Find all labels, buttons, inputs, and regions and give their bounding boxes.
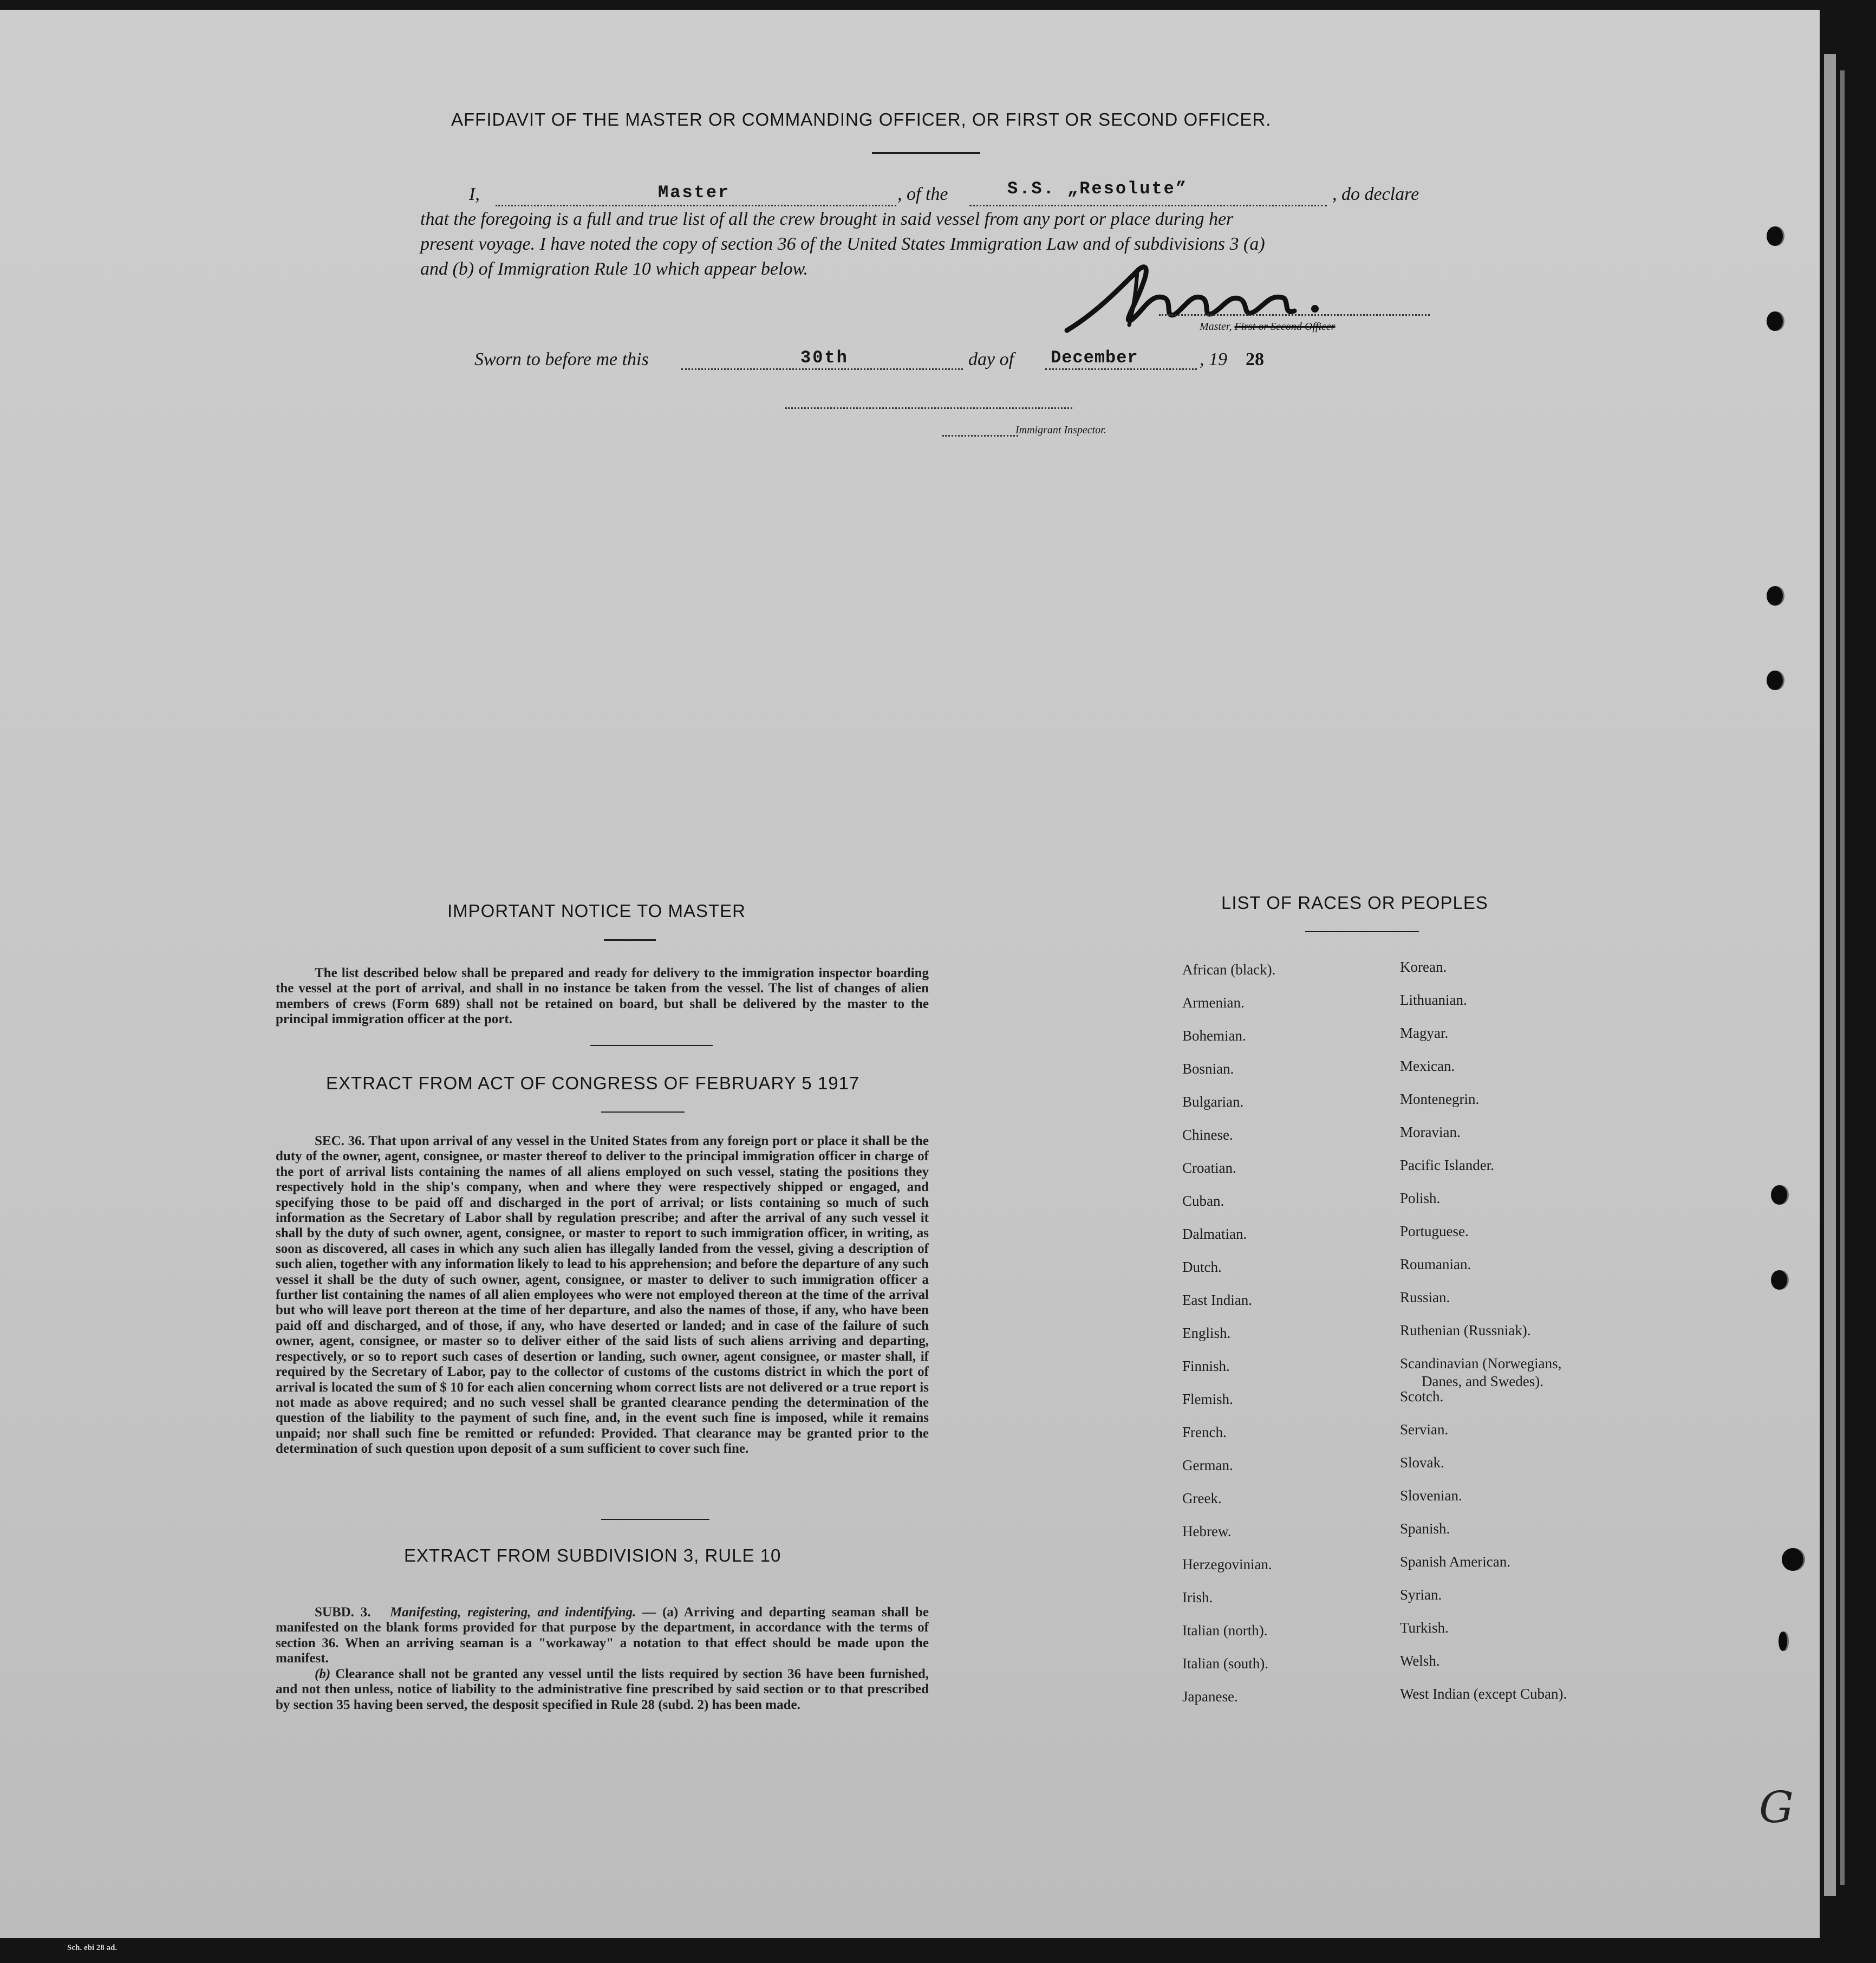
notice-body: The list described below shall be prepared and ready for delivery to the immigration inspector boarding the vessel at the port of arrival, and shall in no instance be taken from the vessel. The list of changes of alien members of crews (Form 689) shall not be retained on board, but shall be delivered by the master to the principal immigration officer at the port. <box>276 966 929 1027</box>
act-end-rule <box>601 1519 709 1520</box>
page-edge-shadow <box>1840 70 1845 1885</box>
vessel-line <box>969 205 1327 206</box>
punch-hole <box>1782 1548 1803 1571</box>
punch-hole <box>1767 586 1783 606</box>
race-item: Cuban. <box>1182 1193 1224 1209</box>
year-value: 28 <box>1246 349 1264 369</box>
race-item: West Indian (except Cuban). <box>1400 1686 1567 1702</box>
race-item: Italian (north). <box>1182 1622 1268 1639</box>
sworn-label: Sworn to before me this <box>474 349 649 369</box>
punch-hole <box>1771 1270 1787 1290</box>
race-item: Dalmatian. <box>1182 1226 1247 1242</box>
rule-para-a-text: — (a) Arriving and departing seaman shall be manifested on the blank forms provided for that purpose by the department, in accordance with the terms of section 36. When an arriving seaman is a "workaway" a notation to that effect should be made upon the manifest. <box>276 1605 929 1666</box>
rule-subd-label: SUBD. 3. <box>315 1605 371 1620</box>
notice-end-rule <box>590 1045 713 1046</box>
race-item: Slovenian. <box>1400 1487 1462 1504</box>
race-item: Bulgarian. <box>1182 1094 1244 1110</box>
day-line <box>681 368 963 370</box>
of-the-label: , of the <box>897 184 948 204</box>
title-rule <box>872 152 980 154</box>
master-name-value: Master <box>658 183 731 203</box>
race-item: Dutch. <box>1182 1259 1222 1275</box>
act-rule <box>601 1112 685 1113</box>
race-item: East Indian. <box>1182 1292 1252 1308</box>
race-item: Scotch. <box>1400 1388 1444 1405</box>
race-item: Pacific Islander. <box>1400 1157 1494 1173</box>
notice-rule <box>604 939 656 941</box>
affidavit-text-line4: and (b) of Immigration Rule 10 which appear below. <box>420 259 809 279</box>
race-item: Roumanian. <box>1400 1256 1471 1272</box>
page-edge <box>1824 54 1836 1896</box>
act-title: EXTRACT FROM ACT OF CONGRESS OF FEBRUARY 5 1917 <box>326 1073 860 1093</box>
race-item: Scandinavian (Norwegians, <box>1400 1355 1562 1372</box>
race-item: Korean. <box>1400 959 1447 975</box>
affidavit-title: AFFIDAVIT OF THE MASTER OR COMMANDING OFFICER, OR FIRST OR SECOND OFFICER. <box>451 109 1272 129</box>
signer-caption-master: Master, <box>1200 321 1232 333</box>
race-item: Chinese. <box>1182 1127 1233 1143</box>
race-item: Magyar. <box>1400 1025 1449 1041</box>
race-item: African (black). <box>1182 961 1276 978</box>
race-item: Moravian. <box>1400 1124 1461 1140</box>
year-prefix: , 19 <box>1200 349 1227 369</box>
rule-para-b-label: (b) <box>315 1667 331 1681</box>
month-line <box>1045 368 1197 370</box>
race-item: Armenian. <box>1182 994 1245 1011</box>
race-item: Hebrew. <box>1182 1523 1232 1539</box>
race-item: Portuguese. <box>1400 1223 1469 1239</box>
rule-para-b-text: Clearance shall not be granted any vessel until the lists required by section 36 have been furnished, and not then unless, notice of liability to the administrative fine prescribed by said section or to that prescribed by section 35 having been served, the desposit specified in Rule 28 (subd. 2) has been made. <box>276 1667 929 1712</box>
race-item: English. <box>1182 1325 1231 1341</box>
rule-para-a <box>276 1605 929 1667</box>
do-declare-label: , do declare <box>1332 184 1419 204</box>
race-item: Greek. <box>1182 1490 1222 1506</box>
race-item: Croatian. <box>1182 1160 1236 1176</box>
race-item: Turkish. <box>1400 1620 1449 1636</box>
inspector-caption: Immigrant Inspector. <box>1015 424 1106 436</box>
race-item: Slovak. <box>1400 1454 1444 1471</box>
affidavit-text-line3: present voyage. I have noted the copy of section 36 of the United States Immigration Law and of subdivisions 3 (a) <box>420 234 1265 254</box>
race-item: Spanish. <box>1400 1520 1450 1537</box>
race-item: Italian (south). <box>1182 1655 1268 1672</box>
corner-mark: G <box>1759 1782 1794 1832</box>
punch-hole <box>1767 226 1783 246</box>
affidavit-i: I, <box>469 184 480 204</box>
race-item: Flemish. <box>1182 1391 1233 1407</box>
race-item: Spanish American. <box>1400 1554 1510 1570</box>
race-item: Polish. <box>1400 1190 1441 1206</box>
race-item: Lithuanian. <box>1400 992 1467 1008</box>
master-name-line <box>496 205 896 206</box>
race-item: Herzegovinian. <box>1182 1556 1272 1572</box>
signer-caption-struck: First or Second Officer <box>1234 321 1336 333</box>
rule-title: EXTRACT FROM SUBDIVISION 3, RULE 10 <box>404 1545 781 1565</box>
affidavit-text-line2: that the foregoing is a full and true list of all the crew brought in said vessel from any port or place during her <box>420 209 1234 229</box>
race-item: Russian. <box>1400 1289 1450 1305</box>
vessel-value: S.S. „Resolute” <box>1007 179 1188 199</box>
race-item: Montenegrin. <box>1400 1091 1480 1107</box>
race-item: Bosnian. <box>1182 1061 1234 1077</box>
race-item: Danes, and Swedes). <box>1422 1373 1543 1389</box>
race-item: Servian. <box>1400 1421 1449 1438</box>
race-item: Bohemian. <box>1182 1028 1246 1044</box>
rule-para-b <box>276 1667 929 1713</box>
race-item: Welsh. <box>1400 1653 1440 1669</box>
signer-caption <box>1200 321 1336 333</box>
rule-subd-heading: Manifesting, registering, and indentifying. <box>390 1605 636 1620</box>
notice-title: IMPORTANT NOTICE TO MASTER <box>447 901 746 921</box>
form-code: Sch. ebi 28 ad. <box>67 1943 118 1952</box>
signature-line <box>1159 314 1430 316</box>
races-title: LIST OF RACES OR PEOPLES <box>1221 893 1488 913</box>
races-rule <box>1305 931 1419 932</box>
day-of-label: day of <box>968 349 1014 369</box>
race-item: Mexican. <box>1400 1058 1455 1074</box>
race-item: Syrian. <box>1400 1587 1442 1603</box>
race-item: French. <box>1182 1424 1227 1440</box>
punch-hole <box>1767 671 1783 690</box>
race-item: Finnish. <box>1182 1358 1230 1374</box>
act-body: SEC. 36. That upon arrival of any vessel in the United States from any foreign port or place it shall be the duty of the owner, agent, consignee, or master thereof to deliver to the principal immigration officer in charge of the port of arrival lists containing the names of all aliens employed on such vessel, stating the positions they respectively hold in the ship's company, when and where they were respectively shipped or engaged, and specifying those to be paid off and discharged in the port of arrival; or lists containing so much of such information as the Secretary of Labor shall by regulation prescribe; and after the arrival of any such vessel it shall by the duty of such owner, agent, consignee, or master to report to such immigration officer, in writing, as soon as discovered, all cases in which any such alien has illegally landed from the vessel, giving a description of such alien, together with any information likely to lead to his apprehension; and before the departure of any such vessel it shall be the duty of such owner, agent, consignee, or master to deliver to such immigration officer a further list containing the names of all alien employees who were not employed thereon at the time of the arrival but who will leave port thereon at the time of her departure, and also the names of those, if any, who have been paid off and discharged, and of those, if any, who have deserted or landed; and in case of the failure of such owner, agent, consignee, or master so to deliver either of the said lists of such aliens arriving and departing, respectively, or so to report such cases of desertion or landing, such owner, agent consignee, or master shall, if required by the Secretary of Labor, pay to the collector of customs of the customs district in which the port of arrival is located the sum of $ 10 for each alien concerning whom correct lists are not delivered or a true report is not made as above required; and no such vessel shall be granted clearance pending the determination of the question of the liability to the payment of such fine, and, in the event such fine is imposed, while it remains unpaid; nor shall such fine be remitted or refunded: Provided. That clearance may be granted prior to the determination of such question upon deposit of a sum sufficient to cover such fine. <box>276 1134 929 1457</box>
punch-hole <box>1779 1632 1787 1651</box>
race-item: German. <box>1182 1457 1233 1473</box>
race-item: Ruthenian (Russniak). <box>1400 1322 1531 1338</box>
month-value: December <box>1051 348 1138 368</box>
day-value: 30th <box>800 348 849 368</box>
race-item: Japanese. <box>1182 1688 1238 1705</box>
punch-hole <box>1767 311 1783 331</box>
race-item: Irish. <box>1182 1589 1213 1606</box>
punch-hole <box>1771 1185 1787 1205</box>
inspector-line-top <box>785 407 1072 409</box>
inspector-line <box>942 435 1018 437</box>
